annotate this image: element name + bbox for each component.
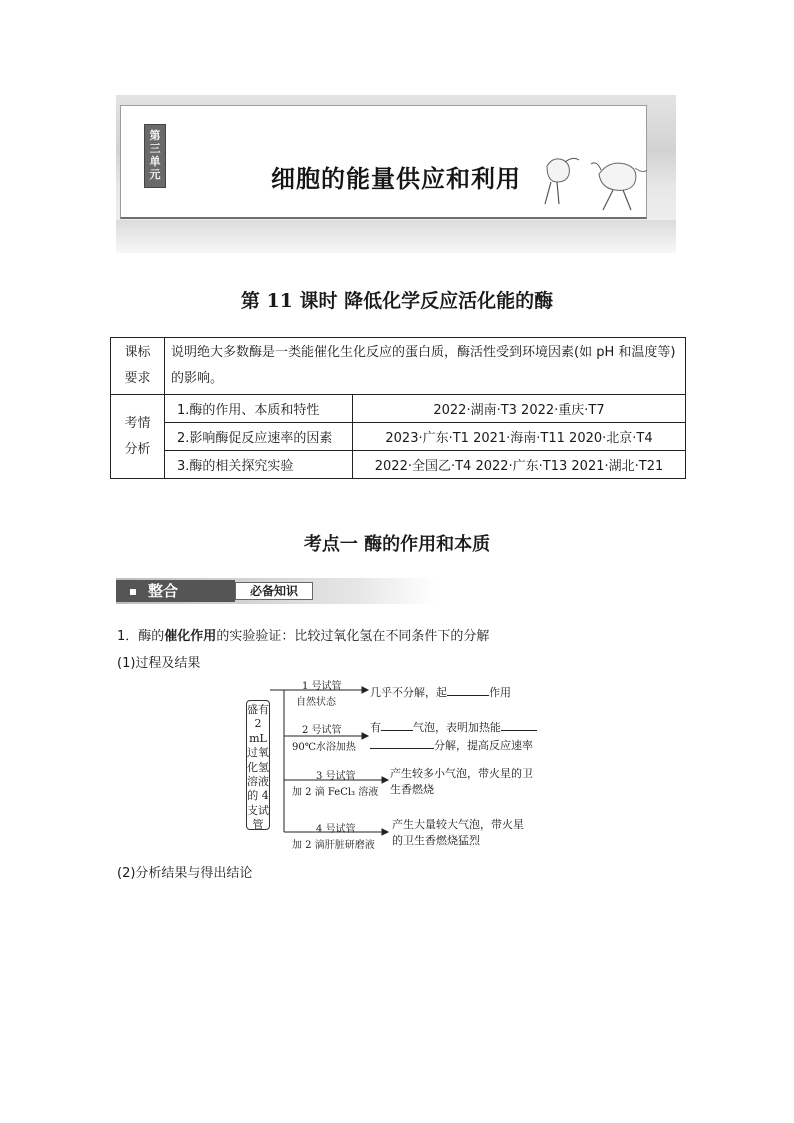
answer-blank xyxy=(501,720,537,731)
table-row xyxy=(111,338,686,395)
sample-text: 化氢 xyxy=(247,760,269,774)
tube-1-condition: 自然状态 xyxy=(296,697,336,708)
tube-3-result: 产生较多小气泡，带火星的卫 xyxy=(390,767,533,780)
curriculum-table xyxy=(110,337,686,479)
topic-cell: 3.酶的相关探究实验 xyxy=(165,451,353,479)
tube-1-result xyxy=(370,684,511,700)
exam-years-cell: 2022·湖南·T3 2022·重庆·T7 xyxy=(353,395,686,423)
sub-heading-1: (1)过程及结果 xyxy=(117,656,201,671)
tube-2-name: 2 号试管 xyxy=(302,725,342,736)
result-text: 有 xyxy=(370,721,381,734)
tube-3-name: 3 号试管 xyxy=(316,771,356,782)
banner-panel xyxy=(120,105,647,219)
sample-tubes-box xyxy=(246,700,270,830)
unit-tag: 第三单元 xyxy=(144,124,166,188)
bar-sub-label: 必备知识 xyxy=(235,582,313,600)
item-text: 的实验验证：比较过氧化氢在不同条件下的分解 xyxy=(216,629,490,644)
banner-water xyxy=(116,220,676,253)
section-bar xyxy=(116,578,436,604)
tube-4-condition: 加 2 滴肝脏研磨液 xyxy=(292,840,375,851)
standard-label-text: 课标要求 xyxy=(124,345,151,386)
exam-years-cell: 2022·全国乙·T4 2022·广东·T13 2021·湖北·T21 xyxy=(353,451,686,479)
item-1-heading xyxy=(117,625,489,644)
sub-heading-2: (2)分析结果与得出结论 xyxy=(117,866,253,881)
item-text: 酶的 xyxy=(138,629,165,644)
tube-1-name: 1 号试管 xyxy=(302,681,342,692)
tube-3-condition: 加 2 滴 FeCl₃ 溶液 xyxy=(292,787,379,798)
analysis-label-text: 考情分析 xyxy=(124,415,151,457)
lesson-title: 第 11 课时 降低化学反应活化能的酶 xyxy=(240,290,554,312)
table-row xyxy=(111,395,686,423)
table-row xyxy=(111,423,686,451)
tube-4-name: 4 号试管 xyxy=(316,824,356,835)
item-number: 1． xyxy=(117,629,139,644)
sample-text: 管 xyxy=(252,818,264,832)
exam-years-cell: 2023·广东·T1 2021·海南·T11 2020·北京·T4 xyxy=(353,423,686,451)
analysis-label xyxy=(111,395,165,479)
sample-text: 的 4 xyxy=(247,789,269,803)
egret-birds-image xyxy=(539,134,649,214)
result-text: 分解，提高反应速率 xyxy=(434,739,533,752)
tube-4-result: 产生大量较大气泡，带火星 xyxy=(392,818,524,831)
result-text: 气泡，表明加热能 xyxy=(413,721,501,734)
standard-label xyxy=(111,338,165,395)
experiment-diagram xyxy=(246,672,566,852)
sample-text: 过氧 xyxy=(247,746,269,760)
sample-text: 盛有 xyxy=(247,703,269,716)
answer-blank xyxy=(447,685,489,696)
answer-blank xyxy=(381,720,413,731)
unit-title: 细胞的能量供应和利用 xyxy=(271,165,521,193)
result-text: 作用 xyxy=(489,686,511,699)
bar-main-label xyxy=(116,580,235,602)
tube-4-result-cont: 的卫生香燃烧猛烈 xyxy=(392,834,480,847)
tube-2-condition: 90℃水浴加热 xyxy=(292,742,356,753)
sample-text: 2 mL xyxy=(249,717,267,745)
tube-2-result-cont xyxy=(370,737,533,753)
tube-2-result xyxy=(370,719,537,735)
result-text: 几乎不分解，起 xyxy=(370,686,447,699)
table-row xyxy=(111,451,686,479)
bar-main-text: 整合 xyxy=(148,582,179,600)
sample-text: 支试 xyxy=(247,803,269,817)
item-bold-text: 催化作用 xyxy=(164,629,217,644)
unit-banner xyxy=(116,95,676,253)
standard-text: 说明绝大多数酶是一类能催化生化反应的蛋白质，酶活性受到环境因素(如 pH 和温度等)的影响。 xyxy=(165,338,686,395)
sample-text: 溶液 xyxy=(247,775,269,789)
tube-3-result-cont: 生香燃烧 xyxy=(390,783,434,796)
square-bullet-icon xyxy=(130,589,136,595)
topic-cell: 2.影响酶促反应速率的因素 xyxy=(165,423,353,451)
topic-cell: 1.酶的作用、本质和特性 xyxy=(165,395,353,423)
answer-blank xyxy=(370,738,434,749)
section-title: 考点一 酶的作用和本质 xyxy=(303,534,491,555)
